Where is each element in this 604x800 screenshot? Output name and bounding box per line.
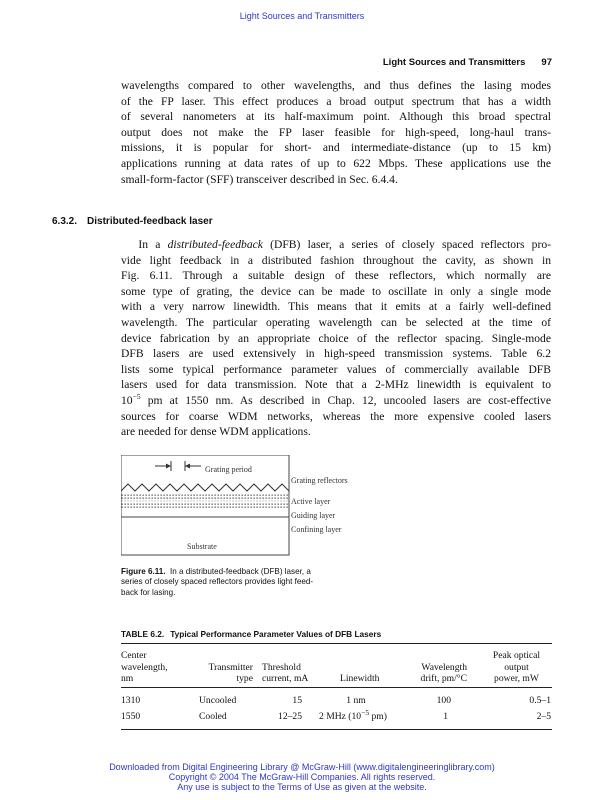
text-line: of the FP laser. This effect produces a broad output spectrum that has a width (121, 94, 551, 108)
paragraph-dfb-laser (121, 237, 551, 440)
header-line: nm (121, 673, 134, 684)
header-line: power, mW (494, 673, 539, 684)
table-top-rule (121, 643, 552, 644)
section-title: Distributed-feedback laser (87, 216, 213, 227)
emphasized-term: distributed-feedback (167, 238, 263, 251)
header-line: current, mA (262, 673, 309, 684)
running-head-title: Light Sources and Transmitters (382, 57, 526, 68)
cell-linewidth (319, 707, 387, 723)
header-linewidth: Linewidth (340, 673, 380, 684)
page-number: 97 (541, 57, 552, 68)
arrowhead-right-icon (166, 464, 171, 469)
header-line: Transmitter (208, 661, 253, 673)
header-line: output (504, 661, 529, 673)
figure-caption (121, 567, 357, 598)
caption-label: Figure 6.11. (121, 567, 166, 576)
exponent: −5 (132, 392, 141, 402)
exponent: −5 (361, 707, 370, 717)
header-peak-optical-power (481, 650, 552, 685)
table-label: TABLE 6.2. (121, 629, 165, 639)
header-transmitter-type (195, 662, 253, 685)
text-line: Fig. 6.11. Through a suitable design of these reflectors, which normally are (121, 269, 551, 283)
header-line: Peak optical (492, 650, 541, 661)
table-bottom-rule (121, 729, 552, 730)
text-fragment: pm at 1550 nm. As described in Chap. 12, uncooled lasers are cost-effective (140, 393, 551, 407)
header-line: type (236, 673, 253, 684)
header-center-wavelength (121, 650, 168, 685)
text-line: output does not make the FP laser feasible for high-speed, long-haul trans- (121, 125, 551, 139)
caption-line: series of closely spaced reflectors provides light feed- (121, 577, 314, 587)
text-line (121, 237, 551, 253)
text-fragment: 10 (121, 393, 133, 407)
footer-copyright-link[interactable]: Copyright © 2004 The McGraw-Hill Companies. All rights reserved. (168, 772, 436, 782)
header-line: wavelength, (121, 661, 168, 673)
text-line: some type of grating, the device can be made to oscillate in only a single mode (121, 284, 551, 298)
text-line: wavelength. The particular operating wavelength can be selected at the time of (121, 315, 551, 329)
table-name: Typical Performance Parameter Values of DFB Lasers (170, 629, 382, 639)
text-line: sources for coarse WDM networks, whereas the more expensive cooled lasers (121, 409, 551, 423)
text-line: with a very narrow linewidth. This means that it emits at a fairly well-defined (121, 300, 551, 314)
label-grating-reflectors: Grating reflectors (291, 476, 348, 485)
text-line: are needed for dense WDM applications. (121, 425, 311, 439)
text-line: small-form-factor (SFF) transceiver described in Sec. 6.4.4. (121, 172, 398, 186)
cell-drift: 100 (436, 695, 451, 706)
header-threshold-current (262, 662, 308, 685)
text-line: applications running at data rates of up to 622 Mbps. These applications use the (121, 156, 551, 170)
cell-linewidth: 1 nm (346, 695, 366, 706)
footer-notice (0, 762, 604, 792)
cell-power: 0.5–1 (529, 695, 551, 706)
cell-threshold: 12–25 (278, 711, 302, 722)
cell-type: Cooled (199, 711, 227, 722)
cell-drift: 1 (443, 711, 448, 722)
cell-wavelength: 1310 (121, 695, 141, 706)
caption-line (121, 567, 357, 577)
caption-text: In a distributed-feedback (DFB) laser, a (170, 567, 311, 576)
text-line: DFB lasers are used extensively in high-speed transmission systems. Table 6.2 (121, 347, 551, 361)
grating-period-label: Grating period (205, 465, 252, 474)
text-fragment: (DFB) laser, a series of closely spaced reflectors pro- (262, 238, 551, 251)
paragraph-fp-laser (121, 78, 551, 187)
text-line: lasers used for data transmission. Note that a 2-MHz linewidth is equivalent to (121, 378, 551, 392)
footer-terms-link[interactable]: Any use is subject to the Terms of Use as given at the website. (177, 782, 427, 792)
text-fragment: 2 MHz (10 (319, 711, 362, 722)
text-line: lists some typical performance parameter values of commercially available DFB (121, 362, 551, 376)
top-banner-link[interactable]: Light Sources and Transmitters (239, 11, 365, 21)
header-line: Wavelength (421, 661, 467, 673)
caption-line: back for lasing. (121, 587, 176, 597)
cell-type: Uncooled (199, 695, 237, 706)
text-line: vide light feedback in a distributed fashion throughout the cavity, as shown in (121, 253, 551, 267)
text-line (121, 393, 551, 409)
label-substrate: Substrate (187, 542, 217, 551)
table-title (121, 629, 381, 639)
dfb-laser-figure (121, 455, 361, 557)
confining-layer-band (121, 503, 289, 508)
grating-reflectors (121, 484, 289, 491)
cell-wavelength: 1550 (121, 711, 141, 722)
section-number: 6.3.2. (52, 216, 78, 227)
footer-download-link[interactable]: Downloaded from Digital Engineering Library @ McGraw-Hill (www.digitalengineeringlibrary.com) (109, 762, 495, 772)
header-line: Threshold (262, 661, 301, 673)
text-line: wavelengths compared to other wavelengths, and thus defines the lasing modes (121, 79, 551, 92)
header-line: drift, pm/°C (420, 673, 467, 684)
active-layer-band (121, 494, 289, 499)
cell-power: 2–5 (536, 711, 551, 722)
label-guiding-layer: Guiding layer (291, 511, 336, 520)
label-confining-layer: Confining layer (291, 525, 342, 534)
text-line: missions, it is popular for short- and intermediate-distance (up to 15 km) (121, 141, 551, 155)
section-heading (52, 216, 213, 227)
text-line: device fabrication by an appropriate choice of the reflector spacing. Single-mode (121, 331, 551, 345)
text-fragment: pm) (369, 711, 387, 722)
header-wavelength-drift (417, 662, 467, 685)
text-line: of several nanometers at its half-maximum point. Although this broad spectral (121, 110, 551, 124)
running-head (383, 57, 552, 68)
table-header-rule (121, 687, 552, 688)
text-fragment: In a (138, 238, 168, 251)
guiding-layer-band (121, 499, 289, 503)
label-active-layer: Active layer (291, 497, 331, 506)
header-line: Center (121, 650, 147, 661)
cell-threshold: 15 (292, 695, 302, 706)
